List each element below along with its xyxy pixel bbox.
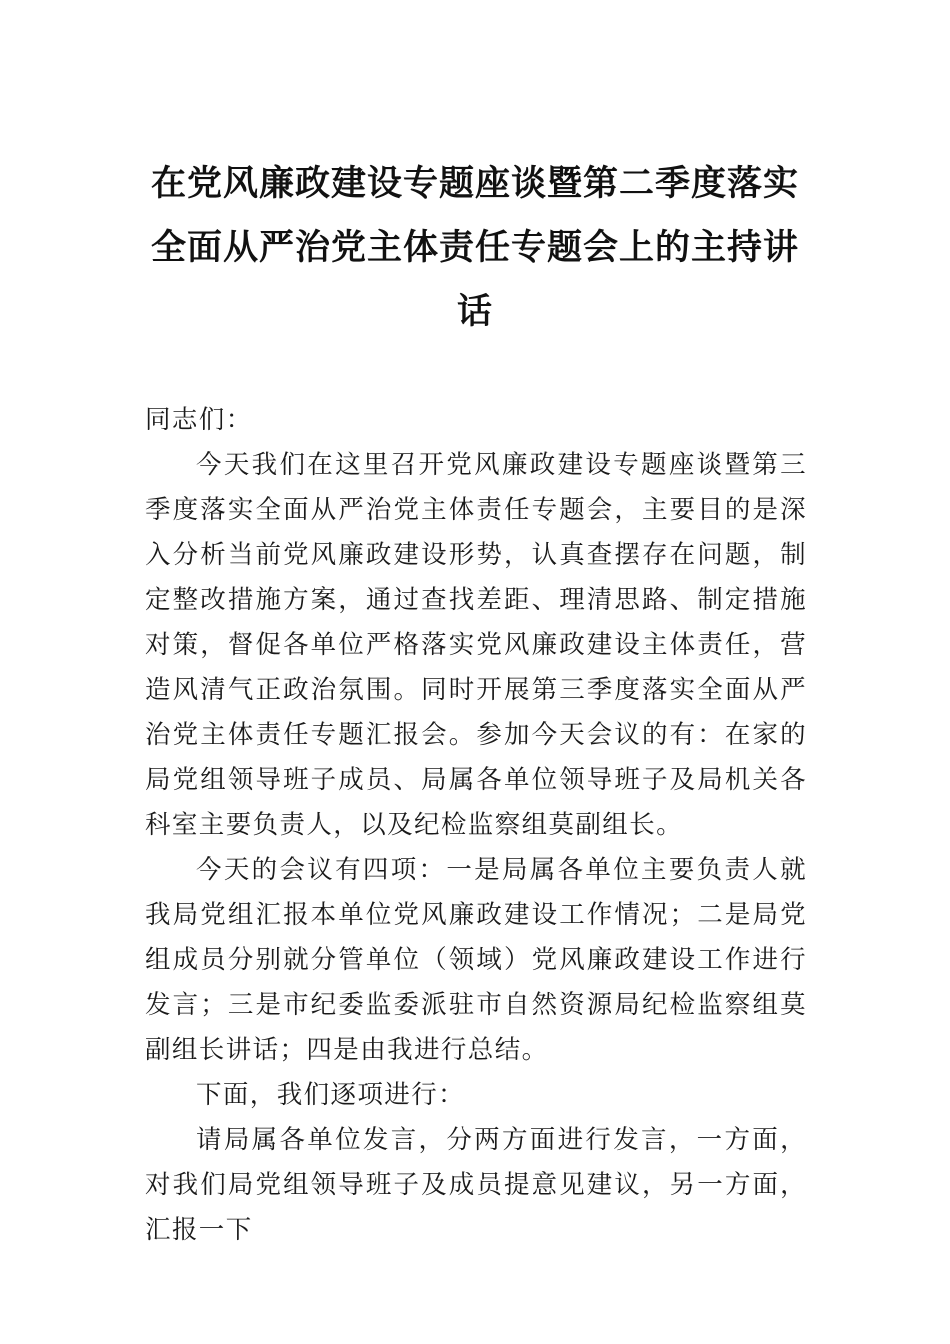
greeting: 同志们： [145, 405, 253, 435]
paragraph-agenda: 今天的会议有四项：一是局属各单位主要负责人就我局党组汇报本单位党风廉政建设工作情况；二是局党组成员分别就分管单位（领域）党风廉政建设工作进行发言；三是市纪委监委派驻市自然资源局纪检监察组莫副组长讲话；四是由我进行总结。 [145, 855, 807, 1065]
document-title: 在党风廉政建设专题座谈暨第二季度落实全面从严治党主体责任专题会上的主持讲话 [150, 163, 799, 332]
paragraph-speech-request: 请局属各单位发言，分两方面进行发言，一方面，对我们局党组领导班子及成员提意见建议，另一方面，汇报一下 [145, 1125, 807, 1245]
document-body [145, 398, 807, 1253]
paragraph-proceed: 下面，我们逐项进行： [196, 1080, 466, 1110]
paragraph-opening: 今天我们在这里召开党风廉政建设专题座谈暨第三季度落实全面从严治党主体责任专题会，主要目的是深入分析当前党风廉政建设形势，认真查摆存在问题，制定整改措施方案，通过查找差距、理清思路、制定措施对策，督促各单位严格落实党风廉政建设主体责任，营造风清气正政治氛围。同时开展第三季度落实全面从严治党主体责任专题汇报会。参加今天会议的有：在家的局党组领导班子成员、局属各单位领导班子及局机关各科室主要负责人，以及纪检监察组莫副组长。 [145, 450, 807, 840]
